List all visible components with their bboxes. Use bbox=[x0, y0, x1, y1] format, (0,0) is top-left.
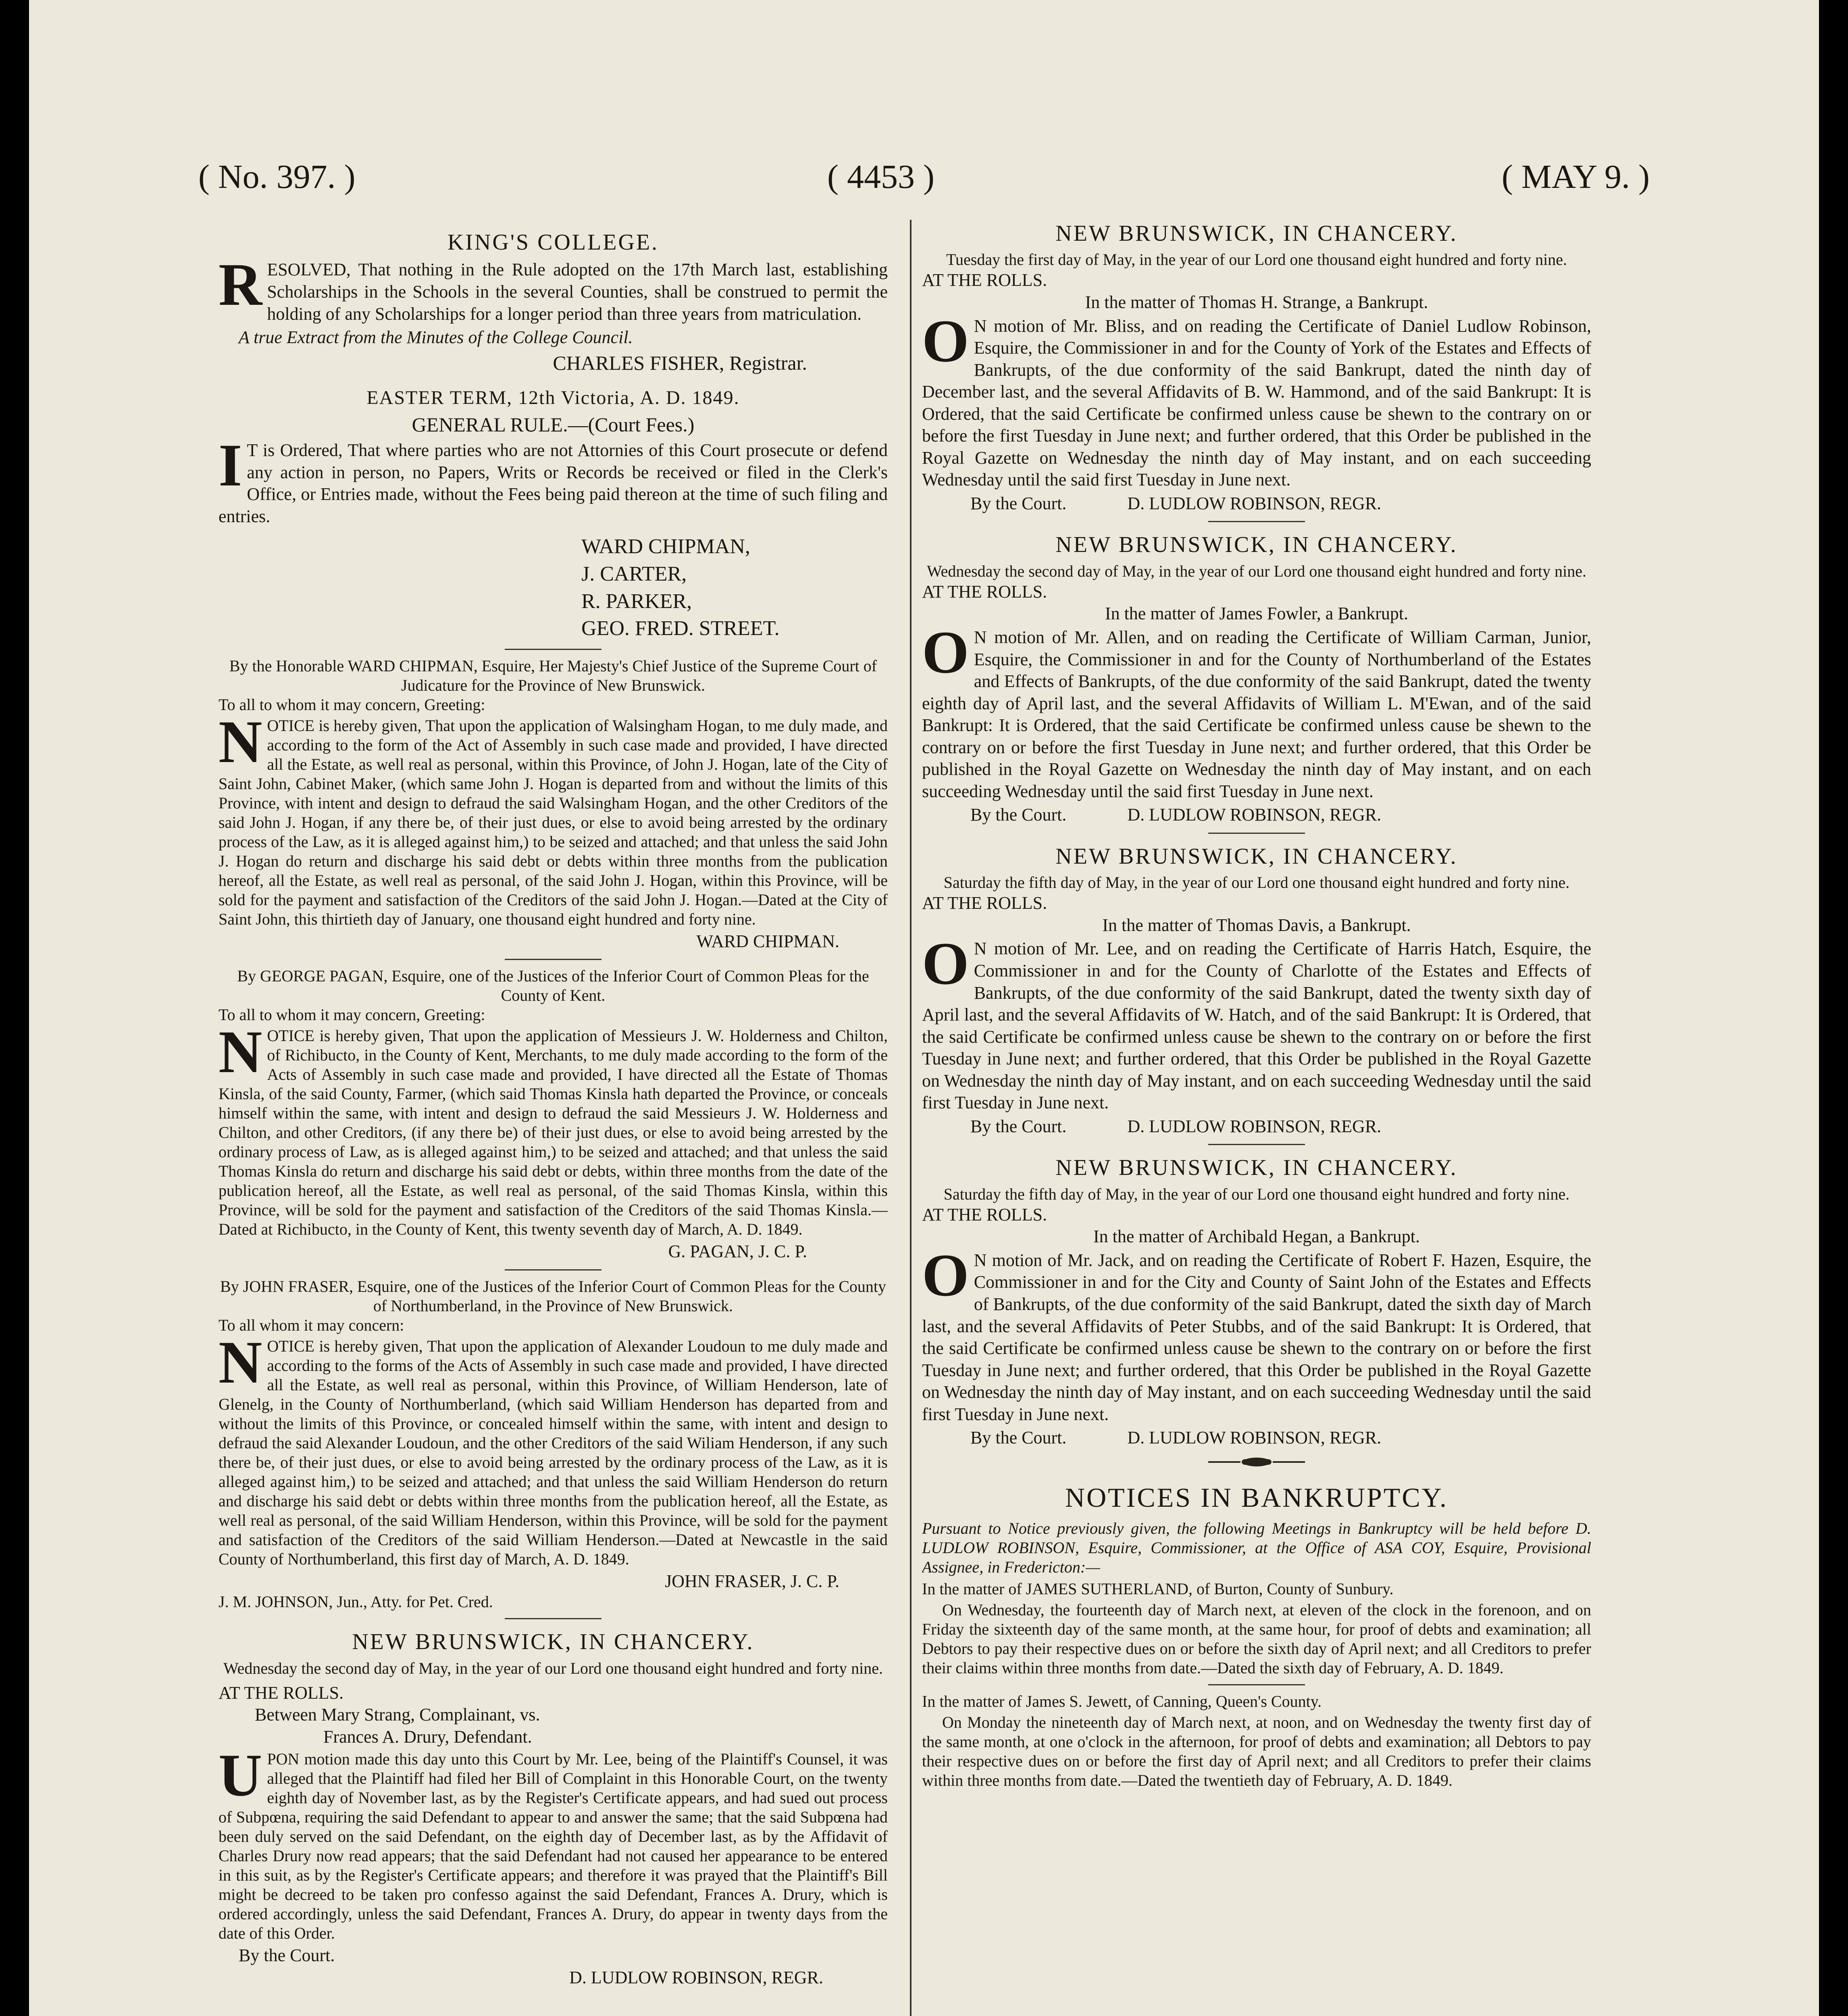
left-column bbox=[219, 220, 888, 2016]
bankruptcy-body: On Monday the nineteenth day of March next, at noon, and on Wednesday the twenty first day of the same month, at one o'clock in the afternoon, for proof of debts and examination; all Debtors to pay their respective dues on or before the first day of April next; and all Creditors to prefer their claims within three months from date.—Dated the twentieth day of February, A. D. 1849. bbox=[922, 1713, 1591, 1789]
separator bbox=[505, 649, 601, 650]
case-signature-line bbox=[970, 1427, 1591, 1449]
notice-henderson-intro: By JOHN FRASER, Esquire, one of the Justices of the Inferior Court of Common Pleas for the County of Northumberland, in the Province of New Brunswick. bbox=[220, 1277, 887, 1315]
bankruptcy-matter: In the matter of James S. Jewett, of Canning, Queen's County. bbox=[922, 1692, 1322, 1710]
chancery-by-court: By the Court. bbox=[239, 1945, 335, 1966]
issue-number: ( No. 397. ) bbox=[198, 158, 356, 196]
notice-henderson-body: NOTICE is hereby given, That upon the application of Alexander Loudoun to me duly made and according to the forms of the Acts of Assembly in such case made and provided, I have directed all the Estate, as well real as personal, within this Province, of William Henderson, late of Glenelg, in the County of Northumberland, (which said William Henderson has departed from and without the limits of this Province, or concealed himself within the same, with intent and design to defraud the said Alexander Loudoun, and the other Creditors of the said Wiliam Henderson, if any such there be, of their just dues, or else to avoid being arrested by the ordinary process of the Law, as it is alleged against him,) to be seized and attached; and that unless the said William Henderson do return and discharge his said debt or debts within three months from the publication hereof, all the Estate, as well real as personal, of the said William Henderson, within this Province, will be sold for the payment and satisfaction of the Creditors of the said William Henderson.—Dated at Newcastle in the said County of Northumberland, this first day of March, A. D. 1849. bbox=[219, 1329, 888, 1568]
case-by-court: By the Court. bbox=[970, 493, 1067, 513]
judge-name: R. PARKER, bbox=[581, 589, 692, 613]
chancery-defendant: Frances A. Drury, Defendant. bbox=[323, 1727, 532, 1747]
case-matter: In the matter of James Fowler, a Bankrupt. bbox=[1105, 604, 1409, 624]
chancery-heading: NEW BRUNSWICK, IN CHANCERY. bbox=[352, 1629, 754, 1655]
separator bbox=[1208, 833, 1305, 834]
case-rolls: AT THE ROLLS. bbox=[922, 581, 1047, 602]
case-matter: In the matter of Archibald Hegan, a Bankrupt. bbox=[1093, 1227, 1420, 1247]
chancery-date: Wednesday the second day of May, in the year of our Lord one thousand eight hundred and forty nine. bbox=[223, 1659, 883, 1677]
separator bbox=[1208, 521, 1305, 522]
case-heading: NEW BRUNSWICK, IN CHANCERY. bbox=[1055, 221, 1458, 246]
case-date: Wednesday the second day of May, in the year of our Lord one thousand eight hundred and forty nine. bbox=[927, 562, 1586, 580]
notice-hogan-signature: WARD CHIPMAN. bbox=[696, 931, 839, 951]
chancery-parties: Between Mary Strang, Complainant, vs. bbox=[255, 1705, 540, 1725]
notice-hogan-greeting: To all to whom it may concern, Greeting: bbox=[219, 695, 485, 714]
chancery-case bbox=[922, 843, 1591, 1137]
newspaper-page bbox=[29, 0, 1819, 2016]
kings-college-resolution: RESOLVED, That nothing in the Rule adopted on the 17th March last, establishing Scholarships in the Schools in the several Counties, shall be construed to permit the holding of any Scholarships for a longer period than three years from matriculation. bbox=[219, 251, 888, 324]
case-rolls: AT THE ROLLS. bbox=[922, 1204, 1047, 1225]
notice-kinsla-intro: By GEORGE PAGAN, Esquire, one of the Justices of the Inferior Court of Common Pleas for the County of Kent. bbox=[237, 967, 869, 1005]
case-by-court: By the Court. bbox=[970, 805, 1067, 825]
case-by-court: By the Court. bbox=[970, 1116, 1067, 1136]
case-body: ON motion of Mr. Bliss, and on reading the Certificate of Daniel Ludlow Robinson, Esquire, the Commissioner in and for the County of York of the Estates and Effects of Bankrupts, of the due conformity of the said Bankrupt, dated the ninth day of December last, and the several Affidavits of B. W. Hammond, and of the said Bankrupt: It is Ordered, that the said Certificate be confirmed unless cause be shewn to the contrary on or before the first Tuesday in June next; and further ordered, that this Order be published in the Royal Gazette on Wednesday the ninth day of May instant, and on each succeeding Wednesday until the said first Tuesday in June next. bbox=[922, 307, 1591, 490]
chancery-case bbox=[922, 220, 1591, 514]
separator bbox=[1208, 1144, 1305, 1145]
case-rolls: AT THE ROLLS. bbox=[922, 270, 1047, 290]
separator bbox=[1208, 1684, 1305, 1685]
ornament-divider bbox=[922, 1452, 1591, 1474]
case-date: Saturday the fifth day of May, in the year of our Lord one thousand eight hundred and forty nine. bbox=[943, 1185, 1570, 1203]
case-signature: D. LUDLOW ROBINSON, REGR. bbox=[1127, 1428, 1382, 1448]
bankruptcy-notices-heading: NOTICES IN BANKRUPTCY. bbox=[1065, 1482, 1448, 1513]
kings-college-heading: KING'S COLLEGE. bbox=[447, 230, 659, 255]
right-column bbox=[922, 220, 1591, 2016]
chancery-case bbox=[922, 1154, 1591, 1449]
notice-kinsla-greeting: To all to whom it may concern, Greeting: bbox=[219, 1006, 485, 1024]
ornament-icon bbox=[1208, 1456, 1305, 1468]
case-by-court: By the Court. bbox=[970, 1428, 1067, 1448]
chancery-body: UPON motion made this day unto this Court by Mr. Lee, being of the Plaintiff's Counsel, it was alleged that the Plaintiff had filed her Bill of Complaint in this Honorable Court, on the twenty eighth day of November last, as by the Register's Certificate appears, and had sued out process of Subpœna, requiring the said Defendant to appear to and answer the same; that the said Subpœna had been duly served on the said Defendant, on the eighth day of December last, as by the Affidavit of Charles Drury now read appears; that the said Defendant had not caused her appearance to be entered in this suit, as by the Register's Certificate appears; and therefore it was prayed that the Plaintiff's Bill might be decreed to be taken pro confesso against the said Defendant, Frances A. Drury, which is ordered accordingly, unless the said Defendant, Frances A. Drury, do appear in twenty days from the date of this Order. bbox=[219, 1742, 888, 1943]
case-matter: In the matter of Thomas Davis, a Bankrupt. bbox=[1102, 915, 1411, 935]
notice-kinsla-body: NOTICE is hereby given, That upon the application of Messieurs J. W. Holderness and Chilton, of Richibucto, in the County of Kent, Merchants, to me duly made according to the form of the Acts of Assembly in such case made and provided, I have directed all the Estate of Thomas Kinsla, of the said County, Farmer, (which said Thomas Kinsla hath departed the Province, or conceals himself within the same, with intent and design to defraud the said Messieurs J. W. Holderness and Chilton, and other Creditors, (if any there be) of their just dues, or else to avoid being arrested by the ordinary process of Law, as is alleged against him,) to be seized and attached; and that unless the said Thomas Kinsla do return and discharge his said debt or debts, within three months from the date of the publication hereof, all the Estate, as well real as personal, of the said Thomas Kinsla, within this Province, will be sold for the payment and satisfaction of the Creditors of the said Thomas Kinsla.—Dated at Richibucto, in the County of Kent, this twenty seventh day of March, A. D. 1849. bbox=[219, 1018, 888, 1239]
chancery-signature: D. LUDLOW ROBINSON, REGR. bbox=[569, 1967, 823, 1987]
separator bbox=[505, 1618, 601, 1619]
case-signature-line bbox=[970, 804, 1591, 826]
page-header bbox=[198, 157, 1650, 206]
kings-college-signature: CHARLES FISHER, Registrar. bbox=[553, 351, 807, 374]
general-rule-heading: GENERAL RULE.—(Court Fees.) bbox=[412, 413, 695, 436]
notice-kinsla-signature: G. PAGAN, J. C. P. bbox=[668, 1241, 807, 1262]
chancery-case bbox=[922, 531, 1591, 826]
bankruptcy-body: On Wednesday, the fourteenth day of March next, at eleven of the clock in the forenoon, and on Friday the sixteenth day of the same month, at the same hour, for proof of debts and examination; all Debtors to pay their respective dues on or before the sixth day of April next; and all Creditors to prefer their claims within three months from date.—Dated the sixth day of February, A. D. 1849. bbox=[922, 1600, 1591, 1677]
judge-name: GEO. FRED. STREET. bbox=[581, 617, 780, 640]
case-heading: NEW BRUNSWICK, IN CHANCERY. bbox=[1055, 1155, 1458, 1181]
bankruptcy-intro: Pursuant to Notice previously given, the following Meetings in Bankruptcy will be held before D. LUDLOW ROBINSON, Esquire, Commissioner, at the Office of ASA COY, Esquire, Provisional Assignee, in Fredericton:— bbox=[922, 1519, 1591, 1576]
kings-college-extract: A true Extract from the Minutes of the College Council. bbox=[239, 327, 633, 348]
separator bbox=[505, 959, 601, 960]
case-signature: D. LUDLOW ROBINSON, REGR. bbox=[1127, 1116, 1382, 1136]
judge-name: WARD CHIPMAN, bbox=[581, 535, 750, 558]
notice-henderson-signature: JOHN FRASER, J. C. P. bbox=[665, 1571, 839, 1591]
notice-henderson-greeting: To all whom it may concern: bbox=[219, 1316, 404, 1334]
case-date: Tuesday the first day of May, in the year of our Lord one thousand eight hundred and forty nine. bbox=[946, 250, 1567, 269]
case-rolls: AT THE ROLLS. bbox=[922, 893, 1047, 913]
general-rule-body: IT is Ordered, That where parties who are not Attornies of this Court prosecute or defend any action in person, no Papers, Writs or Records be received or filed in the Clerk's Office, or Entries made, without the Fees being paid thereon at the time of such filing and entries. bbox=[219, 432, 888, 526]
case-signature-line bbox=[970, 493, 1591, 515]
notice-henderson-attorney: J. M. JOHNSON, Jun., Atty. for Pet. Cred. bbox=[219, 1593, 493, 1611]
case-heading: NEW BRUNSWICK, IN CHANCERY. bbox=[1055, 843, 1458, 869]
case-body: ON motion of Mr. Lee, and on reading the Certificate of Harris Hatch, Esquire, the Commissioner in and for the County of Charlotte of the Estates and Effects of Bankrupts, of the due conformity of the said Bankrupt, dated the twenty sixth day of April last, and the several Affidavits of W. Hatch, and of the said Bankrupt: It is Ordered, that the said Certificate be confirmed unless cause be shewn to the contrary on or before the first Tuesday in June next; and further ordered, that this Order be published in the Royal Gazette on Wednesday the ninth day of May instant, and on each succeeding Wednesday until the said first Tuesday in June next. bbox=[922, 930, 1591, 1113]
notice-hogan-body: NOTICE is hereby given, That upon the application of Walsingham Hogan, to me duly made, and according to the form of the Act of Assembly in such case made and provided, I have directed all the Estate, as well real as personal, within this Province, of John J. Hogan, late of the City of Saint John, Cabinet Maker, (which same John J. Hogan is departed from and without the limits of this Province, with intent and design to defraud the said Walsingham Hogan, and the other Creditors of the said John J. Hogan, if any there be, of their just dues, or else to avoid being arrested by the ordinary process of the Law, as it is alleged against him,) to be seized and attached; and that unless the said John J. Hogan do return and discharge his said debt or debts within three months from the publication hereof, all the Estate, as well real as personal, of the said John J. Hogan, within this Province, will be sold for the payment and satisfaction of the Creditors of the said John J. Hogan.—Dated at the City of Saint John, this thirtieth day of January, one thousand eight hundred and forty nine. bbox=[219, 708, 888, 928]
notice-hogan-intro: By the Honorable WARD CHIPMAN, Esquire, Her Majesty's Chief Justice of the Supreme Court of Judicature for the Province of New Brunswick. bbox=[229, 656, 877, 694]
case-signature: D. LUDLOW ROBINSON, REGR. bbox=[1127, 805, 1382, 825]
case-body: ON motion of Mr. Jack, and on reading the Certificate of Robert F. Hazen, Esquire, the Commissioner in and for the City and County of Saint John of the Estates and Effects of Bankrupts, of the due conformity of the said Bankrupt, dated the sixth day of March last, and the several Affidavits of Peter Stubbs, and of the said Bankrupt: It is Ordered, that the said Certificate be confirmed unless cause be shewn to the contrary on or before the first Tuesday in June next; and further ordered, that this Order be published in the Royal Gazette on Wednesday the ninth day of May instant, and on each succeeding Wednesday until the said first Tuesday in June next. bbox=[922, 1241, 1591, 1424]
chancery-rolls: AT THE ROLLS. bbox=[219, 1683, 344, 1703]
issue-date: ( MAY 9. ) bbox=[1501, 158, 1650, 196]
case-signature: D. LUDLOW ROBINSON, REGR. bbox=[1127, 493, 1382, 513]
column-divider bbox=[910, 220, 912, 2016]
case-matter: In the matter of Thomas H. Strange, a Bankrupt. bbox=[1085, 292, 1428, 312]
case-heading: NEW BRUNSWICK, IN CHANCERY. bbox=[1055, 532, 1458, 558]
bankruptcy-matter: In the matter of JAMES SUTHERLAND, of Burton, County of Sunbury. bbox=[922, 1579, 1394, 1598]
case-signature-line bbox=[970, 1116, 1591, 1138]
judge-name: J. CARTER, bbox=[581, 562, 687, 585]
case-date: Saturday the fifth day of May, in the year of our Lord one thousand eight hundred and forty nine. bbox=[943, 873, 1570, 892]
separator bbox=[505, 1269, 601, 1270]
judge-list bbox=[581, 533, 888, 642]
case-body: ON motion of Mr. Allen, and on reading the Certificate of William Carman, Junior, Esquire, the Commissioner in and for the County of Northumberland of the Estates and Effects of Bankrupts, of the due conformity of the said Bankrupt, dated the twenty eighth day of April last, and the several Affidavits of William L. M'Ewan, and of the said Bankrupt: It is Ordered, that the said Certificate be confirmed unless cause be shewn to the contrary on or before the first Tuesday in June next; and further ordered, that this Order be published in the Royal Gazette on Wednesday the ninth day of May instant, and on each succeeding Wednesday until the said first Tuesday in June next. bbox=[922, 619, 1591, 801]
page-number: ( 4453 ) bbox=[827, 158, 934, 196]
easter-term: EASTER TERM, 12th Victoria, A. D. 1849. bbox=[366, 387, 740, 408]
